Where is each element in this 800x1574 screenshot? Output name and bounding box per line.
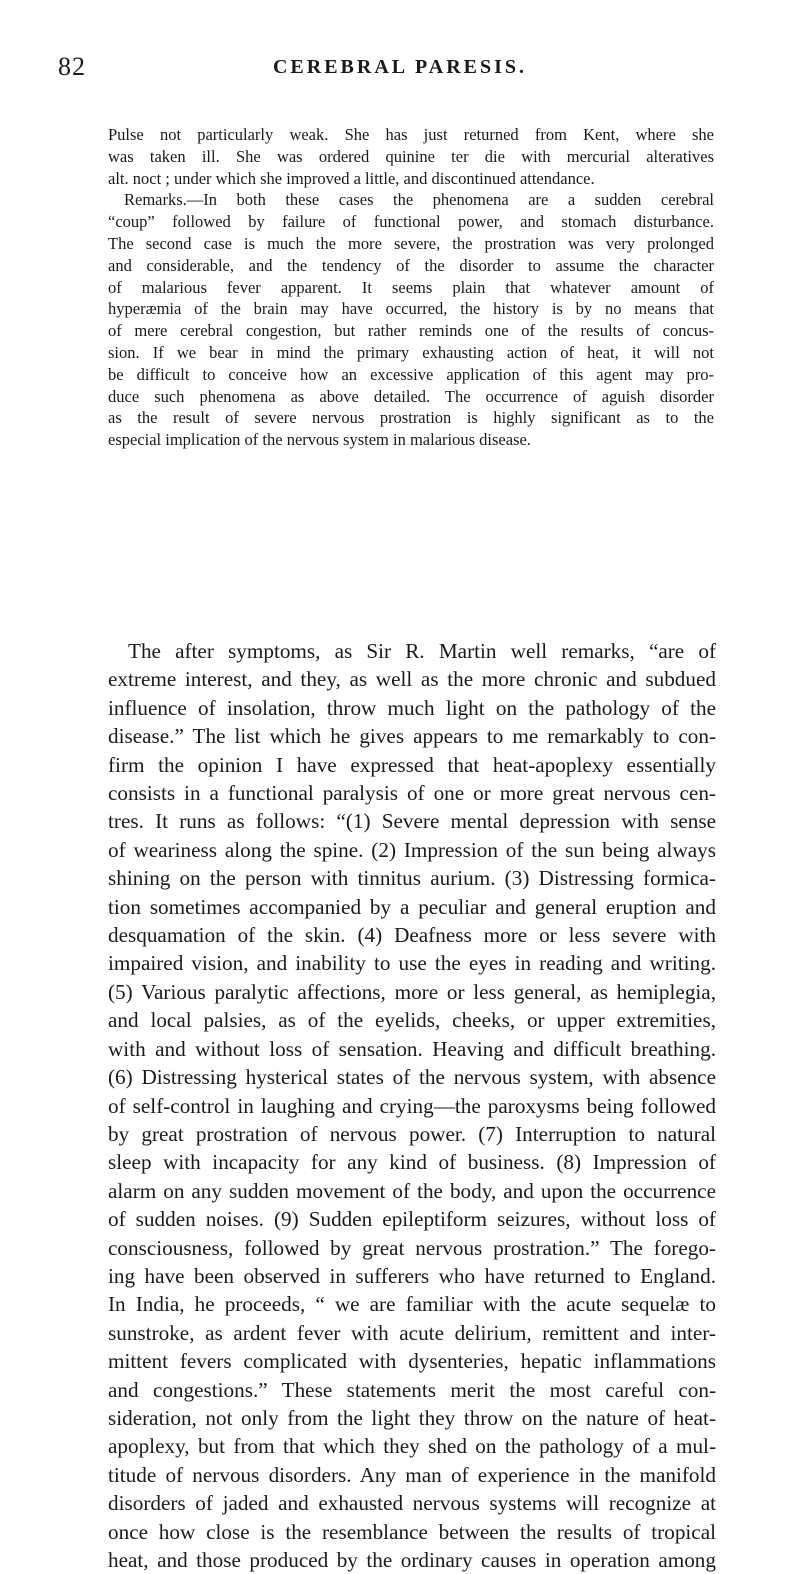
text-line: titude of nervous disorders. Any man of experience in the manifold — [108, 1462, 716, 1487]
text-line: disease.” The list which he gives appears to me remarkably to con- — [108, 724, 716, 749]
text-line: tres. It runs as follows: “(1) Severe mental depression with sense — [108, 809, 716, 834]
text-line: (5) Various paralytic affections, more or less general, as hemiplegia, — [108, 979, 716, 1004]
text-line: by great prostration of nervous power. (7) Interruption to natural — [108, 1121, 716, 1146]
text-line: of weariness along the spine. (2) Impression of the sun being always — [108, 837, 716, 862]
text-line: of sudden noises. (9) Sudden epileptiform seizures, without loss of — [108, 1207, 716, 1232]
text-line: Pulse not particularly weak. She has just returned from Kent, where she — [108, 125, 714, 144]
text-line: especial implication of the nervous system in malarious disease. — [108, 430, 531, 450]
text-line: of malarious fever apparent. It seems plain that whatever amount of — [108, 277, 714, 297]
remarks-line: Remarks.—In both these cases the phenomena are a sudden cerebral — [124, 190, 714, 210]
text-line: consciousness, followed by great nervous prostration.” The forego- — [108, 1235, 716, 1260]
text-line: and congestions.” These statements merit the most careful con- — [108, 1377, 716, 1402]
text-line: and considerable, and the tendency of the disorder to assume the character — [108, 255, 714, 275]
text-line: mittent fevers complicated with dysenteries, hepatic inflammations — [108, 1349, 716, 1374]
text-line: alt. noct ; under which she improved a little, and discontinued attendance. — [108, 168, 595, 188]
text-line: of mere cerebral congestion, but rather reminds one of the results of concus- — [108, 321, 714, 341]
text-line: tion sometimes accompanied by a peculiar and general eruption and — [108, 894, 716, 919]
text-line: influence of insolation, throw much light on the pathology of the — [108, 695, 716, 720]
text-line: alarm on any sudden movement of the body, and upon the occurrence — [108, 1178, 716, 1203]
text-line: hyperæmia of the brain may have occurred, the history is by no means that — [108, 299, 714, 319]
main-text-block — [108, 637, 716, 1574]
text-line: disorders of jaded and exhausted nervous systems will recognize at — [108, 1491, 716, 1516]
running-head: CEREBRAL PARESIS. — [272, 56, 528, 78]
text-line: The second case is much the more severe, the prostration was very prolonged — [108, 233, 714, 253]
text-line: ing have been observed in sufferers who have returned to England. — [108, 1263, 716, 1288]
text-line: sleep with incapacity for any kind of business. (8) Impression of — [108, 1150, 716, 1175]
text-line: apoplexy, but from that which they shed on the pathology of a mul- — [108, 1434, 716, 1459]
text-line: heat, and those produced by the ordinary causes in operation among — [108, 1548, 716, 1572]
text-line: as the result of severe nervous prostration is highly significant as to the — [108, 408, 714, 428]
text-line: sideration, not only from the light they throw on the nature of heat- — [108, 1405, 716, 1430]
text-line: In India, he proceeds, “ we are familiar with the acute sequelæ to — [108, 1292, 716, 1317]
text-line: extreme interest, and they, as well as the more chronic and subdued — [108, 667, 716, 692]
text-line: desquamation of the skin. (4) Deafness more or less severe with — [108, 923, 716, 948]
text-line: once how close is the resemblance between the results of tropical — [108, 1519, 716, 1544]
text-line: The after symptoms, as Sir R. Martin well remarks, “are of — [128, 639, 716, 663]
text-line: and local palsies, as of the eyelids, cheeks, or upper extremities, — [108, 1008, 716, 1033]
case-notes-block — [108, 124, 714, 451]
text-line: of self-control in laughing and crying—the paroxysms being followed — [108, 1093, 716, 1118]
text-line: impaired vision, and inability to use the eyes in reading and writing. — [108, 951, 716, 976]
text-line: firm the opinion I have expressed that heat-apoplexy essentially — [108, 752, 716, 777]
text-line: duce such phenomena as above detailed. The occurrence of aguish disorder — [108, 386, 714, 406]
text-line: was taken ill. She was ordered quinine ter die with mercurial alteratives — [108, 146, 714, 166]
page-header — [58, 52, 742, 86]
text-line: “coup” followed by failure of functional power, and stomach disturbance. — [108, 212, 714, 232]
page-number: 82 — [58, 52, 86, 81]
text-line: consists in a functional paralysis of one or more great nervous cen- — [108, 781, 716, 806]
text-line: be difficult to conceive how an excessive application of this agent may pro- — [108, 364, 714, 384]
text-line: (6) Distressing hysterical states of the nervous system, with absence — [108, 1065, 716, 1090]
text-line: sunstroke, as ardent fever with acute delirium, remittent and inter- — [108, 1320, 716, 1345]
text-line: sion. If we bear in mind the primary exhausting action of heat, it will not — [108, 342, 714, 362]
text-line: shining on the person with tinnitus aurium. (3) Distressing formica- — [108, 866, 716, 891]
text-line: with and without loss of sensation. Heaving and difficult breathing. — [108, 1036, 716, 1061]
